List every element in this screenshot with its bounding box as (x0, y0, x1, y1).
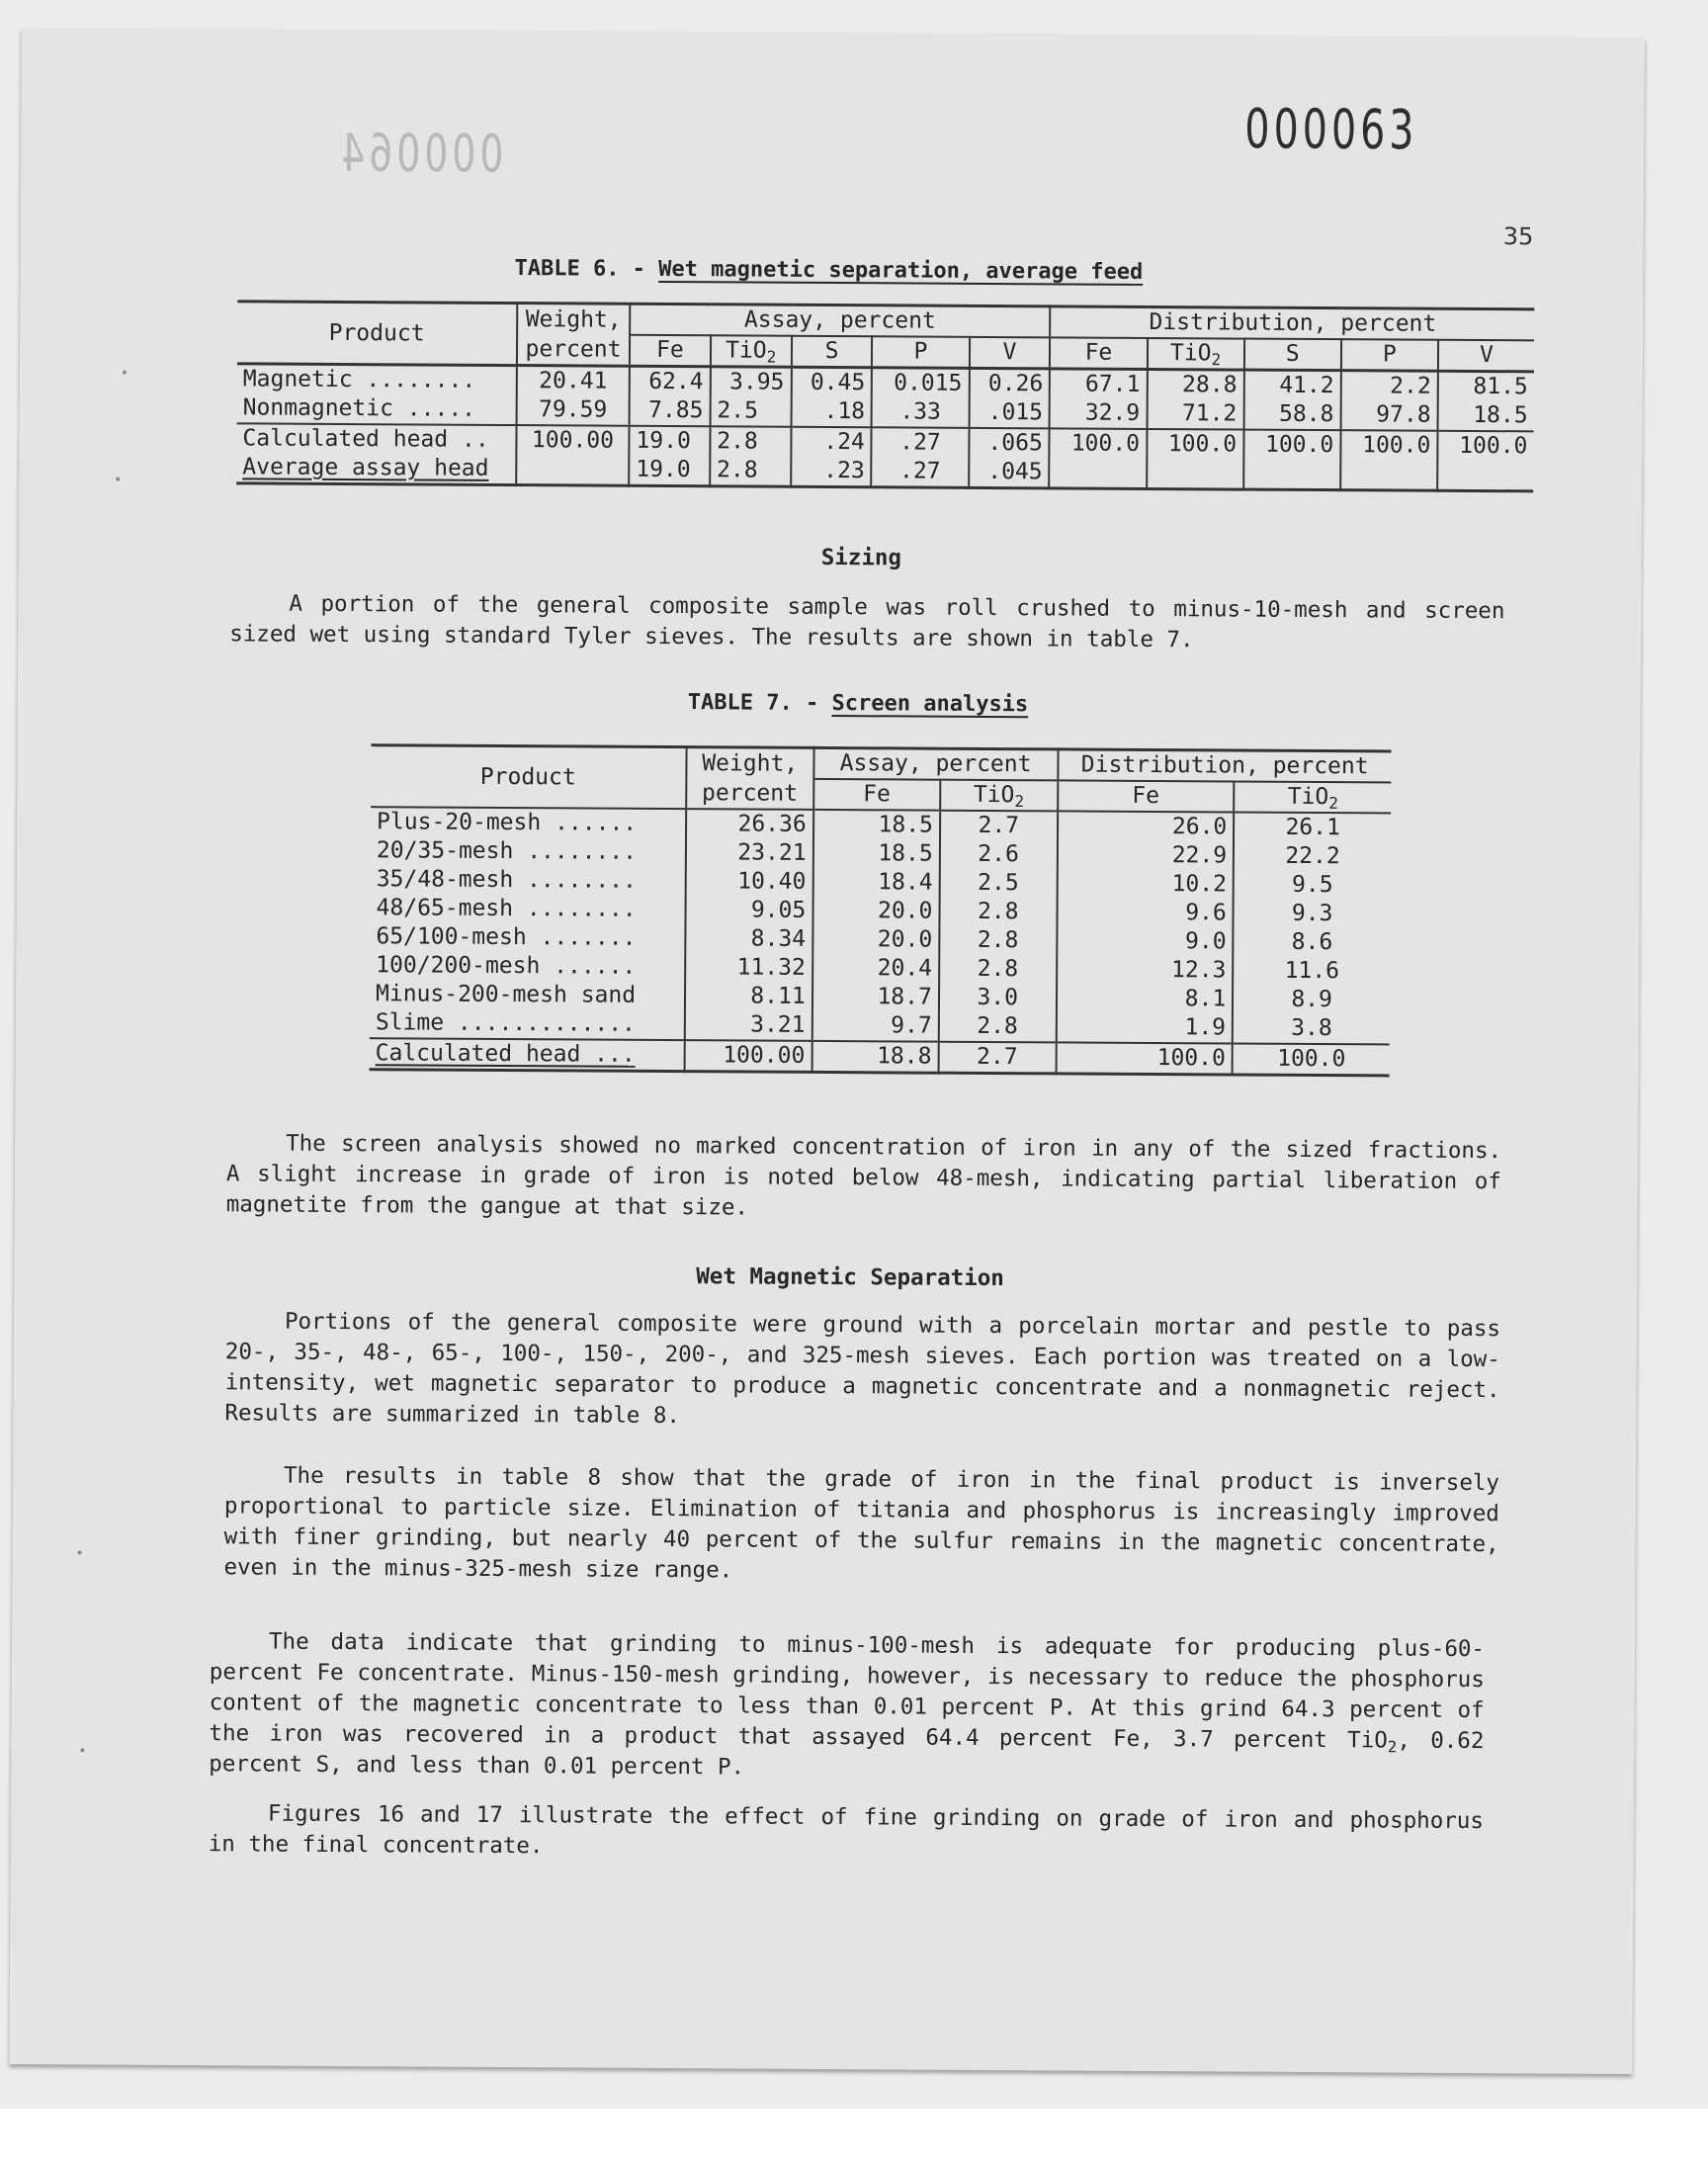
cell: 58.8 (1243, 400, 1340, 431)
cell: .015 (969, 398, 1050, 428)
row-product: Average assay head (242, 454, 489, 481)
cell: 67.1 (1050, 369, 1147, 399)
scan-speck (123, 371, 127, 375)
cell-assay-tio2: 2.8 (939, 955, 1057, 985)
t6-header-weight: Weight, (517, 304, 630, 335)
t6-header-distribution: Distribution, percent (1050, 306, 1534, 340)
cell: 41.2 (1243, 370, 1340, 400)
cell-dist-fe: 26.0 (1058, 811, 1235, 841)
t7-dist-col-tio2: TiO$_2$ (1234, 782, 1391, 814)
row-weight: 20.41 (517, 366, 630, 396)
row-product: 48/65-mesh ........ (376, 895, 637, 922)
cell-assay-tio2: 2.8 (939, 898, 1057, 927)
cell (1050, 458, 1147, 488)
cell-dist-tio2: 8.6 (1234, 928, 1391, 958)
table7-caption (688, 690, 1029, 717)
cell: 100.0 (1340, 430, 1437, 461)
cell: 19.0 (629, 426, 710, 456)
section-heading-sizing: Sizing (820, 544, 902, 571)
cell-dist-tio2: 8.9 (1233, 986, 1390, 1015)
cell: 62.4 (630, 366, 711, 396)
cell: .23 (791, 457, 872, 487)
row-product: Plus-20-mesh ...... (377, 809, 638, 836)
cell-assay-fe: 18.5 (813, 810, 940, 840)
cell (1340, 460, 1437, 490)
row-weight: 23.21 (686, 838, 813, 868)
row-weight: 26.36 (686, 809, 813, 839)
paragraph-screen-analysis (226, 1128, 1502, 1228)
row-product: Minus-200-mesh sand (375, 981, 637, 1008)
cell: 2.2 (1341, 371, 1438, 401)
cell (1147, 459, 1243, 489)
paragraph-text: The data indicate that grinding to minus-100-mesh is adequate for producing plus-60-percent Fe concentrate. Minus-150-mesh grinding, however, is necessary to reduce the phosphorus content of the magnetic concentrate to less than 0.01 percent P. At this grind 64.3 percent of the iron was recovered in a product that assayed 64.4 percent Fe, 3.7 percent TiO$_2$, 0.62 percent S, and less than 0.01 percent P. (209, 1628, 1486, 1781)
table6-label: TABLE 6. - (514, 256, 659, 282)
cell: 81.5 (1438, 371, 1534, 401)
paragraph-portions (224, 1306, 1500, 1436)
paragraph-data-indicate (209, 1626, 1485, 1787)
paragraph-text: Portions of the general composite were ground with a porcelain mortar and pestle to pass 20-, 35-, 48-, 65-, 100-, 150-, 200-, and 325-mesh sieves. Each portion was treated on a low-intensity, wet magnetic separator to produce a magnetic concentrate and a nonmagnetic reject. Results are summarized in table 8. (224, 1308, 1501, 1430)
cell-assay-tio2: 2.7 (938, 1042, 1056, 1074)
cell-dist-tio2: 11.6 (1233, 957, 1390, 987)
cell-assay-fe: 18.8 (811, 1041, 938, 1073)
cell: 28.8 (1147, 369, 1243, 399)
row-weight: 8.34 (685, 924, 812, 954)
row-weight: 10.40 (685, 867, 812, 897)
cell: 7.85 (630, 396, 711, 426)
cell: .27 (872, 427, 969, 458)
cell-assay-tio2: 2.8 (939, 1012, 1057, 1043)
cell: 32.9 (1050, 398, 1147, 429)
t6-assay-col-p: P (872, 336, 969, 368)
cell: 2.8 (710, 456, 791, 486)
cell: 100.0 (1437, 431, 1533, 462)
cell-assay-fe: 20.0 (812, 897, 939, 926)
row-weight: 100.00 (684, 1040, 811, 1072)
cell (1243, 460, 1340, 490)
cell-assay-fe: 20.0 (812, 925, 939, 955)
cell: 2.8 (710, 426, 791, 456)
row-product: Nonmagnetic ..... (242, 394, 476, 422)
cell: .24 (791, 427, 872, 457)
cell: .27 (872, 457, 969, 487)
t6-assay-col-s: S (792, 336, 873, 368)
cell-assay-fe: 18.5 (813, 839, 940, 869)
section-heading-wet-magnetic-separation: Wet Magnetic Separation (696, 1263, 1004, 1292)
cell-assay-tio2: 2.5 (940, 869, 1058, 899)
cell-dist-fe: 9.6 (1057, 898, 1234, 927)
cell-assay-tio2: 2.6 (940, 840, 1058, 870)
t6-dist-col-s: S (1244, 339, 1341, 371)
cell: .18 (791, 397, 872, 427)
table6-title: Wet magnetic separation, average feed (658, 256, 1144, 285)
paragraph-text: A portion of the general composite sample was roll crushed to minus-10-mesh and screen sized wet using standard Tyler sieves. The results are shown in table 7. (229, 590, 1505, 653)
cell: 3.95 (711, 367, 792, 397)
cell-dist-tio2: 3.8 (1233, 1014, 1390, 1045)
row-weight: 9.05 (685, 896, 812, 925)
page-number: 35 (1502, 222, 1534, 251)
cell: .33 (872, 397, 969, 428)
t6-dist-col-fe: Fe (1050, 337, 1147, 369)
cell: 19.0 (629, 456, 710, 486)
table7-title: Screen analysis (831, 691, 1029, 718)
scan-speck (116, 478, 120, 481)
row-weight: 8.11 (685, 982, 812, 1011)
cell-assay-fe: 18.7 (812, 983, 939, 1012)
cell-dist-tio2: 100.0 (1233, 1044, 1390, 1076)
cell: 100.0 (1243, 430, 1340, 461)
t6-assay-col-tio2: TiO$_2$ (711, 335, 792, 367)
t7-assay-col-fe: Fe (813, 779, 940, 811)
cell: 100.0 (1147, 429, 1243, 460)
table7-label: TABLE 7. - (687, 690, 832, 717)
cell: 100.0 (1050, 428, 1147, 459)
row-weight: 11.32 (685, 953, 812, 983)
cell-dist-fe: 9.0 (1057, 926, 1234, 956)
cell: 18.5 (1437, 401, 1533, 432)
cell: .065 (969, 428, 1050, 458)
paragraph-results (223, 1460, 1499, 1591)
paragraph-text: Figures 16 and 17 illustrate the effect of fine grinding on grade of iron and phosphorus in the final concentrate. (208, 1800, 1485, 1860)
t7-header-distribution: Distribution, percent (1058, 749, 1392, 783)
t6-dist-col-p: P (1341, 339, 1438, 371)
cell: 71.2 (1147, 399, 1243, 430)
row-product: 100/200-mesh ...... (376, 952, 637, 980)
row-product: Calculated head ... (375, 1040, 636, 1068)
cell-dist-tio2: 9.5 (1234, 871, 1391, 901)
row-product: Calculated head .. (242, 425, 489, 453)
row-product: Slime ............. (375, 1009, 637, 1037)
row-weight: 79.59 (517, 395, 630, 426)
t7-header-weight: Weight, (686, 747, 813, 779)
cell: 97.8 (1340, 400, 1437, 431)
t7-assay-col-tio2: TiO$_2$ (940, 780, 1058, 812)
cell-dist-fe: 8.1 (1056, 984, 1233, 1013)
cell: 0.26 (969, 368, 1050, 398)
cell-dist-tio2: 26.1 (1234, 813, 1391, 843)
cell-dist-fe: 22.9 (1057, 840, 1234, 870)
cell-assay-tio2: 2.7 (940, 811, 1058, 841)
cell-assay-tio2: 2.8 (939, 926, 1057, 956)
cell: .045 (969, 458, 1050, 488)
cell-assay-fe: 20.4 (812, 954, 939, 984)
cell-dist-fe: 10.2 (1057, 869, 1234, 899)
row-product: Magnetic ........ (242, 366, 476, 393)
cell: 0.45 (791, 367, 872, 397)
t6-assay-col-fe: Fe (630, 335, 711, 367)
row-product: 35/48-mesh ........ (376, 866, 637, 894)
cell-dist-fe: 1.9 (1056, 1012, 1233, 1043)
row-product: 65/100-mesh ....... (376, 923, 637, 951)
cell-dist-tio2: 9.3 (1234, 900, 1391, 929)
document-stamp-number: 000063 (1244, 98, 1418, 163)
document-page (9, 28, 1645, 2074)
t6-dist-col-tio2: TiO$_2$ (1147, 338, 1243, 370)
t7-dist-col-fe: Fe (1058, 780, 1235, 812)
row-weight (516, 455, 629, 485)
table6 (236, 300, 1534, 492)
table7 (370, 743, 1392, 1077)
t6-header-weight-unit: percent (517, 334, 630, 366)
paragraph-sizing (229, 588, 1504, 657)
t7-header-product: Product (371, 745, 686, 809)
scan-speck (78, 1550, 82, 1554)
t6-dist-col-v: V (1438, 340, 1534, 372)
t6-assay-col-v: V (969, 337, 1050, 369)
row-product: 20/35-mesh ........ (376, 837, 638, 865)
cell-dist-tio2: 22.2 (1234, 842, 1391, 872)
cell: 2.5 (710, 396, 791, 426)
row-weight: 3.21 (685, 1010, 812, 1041)
cell-assay-tio2: 3.0 (939, 984, 1057, 1013)
scan-speck (80, 1748, 84, 1752)
paragraph-text: The screen analysis showed no marked concentration of iron in any of the sized fractions. A slight increase in grade of iron is noted below 48-mesh, indicating partial liberation of magnetite from the gangue at that size. (225, 1130, 1502, 1221)
t6-header-product: Product (237, 302, 517, 366)
bleed-through-stamp: 000064 (337, 122, 504, 185)
cell (1437, 461, 1533, 491)
t7-header-weight-unit: percent (686, 778, 813, 810)
table6-caption (514, 256, 1143, 285)
t6-header-assay: Assay, percent (630, 304, 1051, 337)
cell: 0.015 (872, 368, 969, 398)
row-weight: 100.00 (516, 425, 629, 456)
cell-dist-fe: 12.3 (1057, 955, 1234, 985)
table-row (370, 1038, 1390, 1076)
t7-header-assay: Assay, percent (813, 747, 1058, 780)
paragraph-text: The results in table 8 show that the grade of iron in the final product is inversely proportional to particle size. Elimination of titania and phosphorus is increasingly improved with finer grinding, but nearly 40 percent of the sulfur remains in the magnetic concentrate, even in the minus-325-mesh size range. (223, 1462, 1500, 1584)
cell-dist-fe: 100.0 (1056, 1042, 1233, 1075)
cell-assay-fe: 9.7 (811, 1011, 938, 1042)
paragraph-figures (209, 1798, 1484, 1868)
cell-assay-fe: 18.4 (812, 868, 939, 898)
